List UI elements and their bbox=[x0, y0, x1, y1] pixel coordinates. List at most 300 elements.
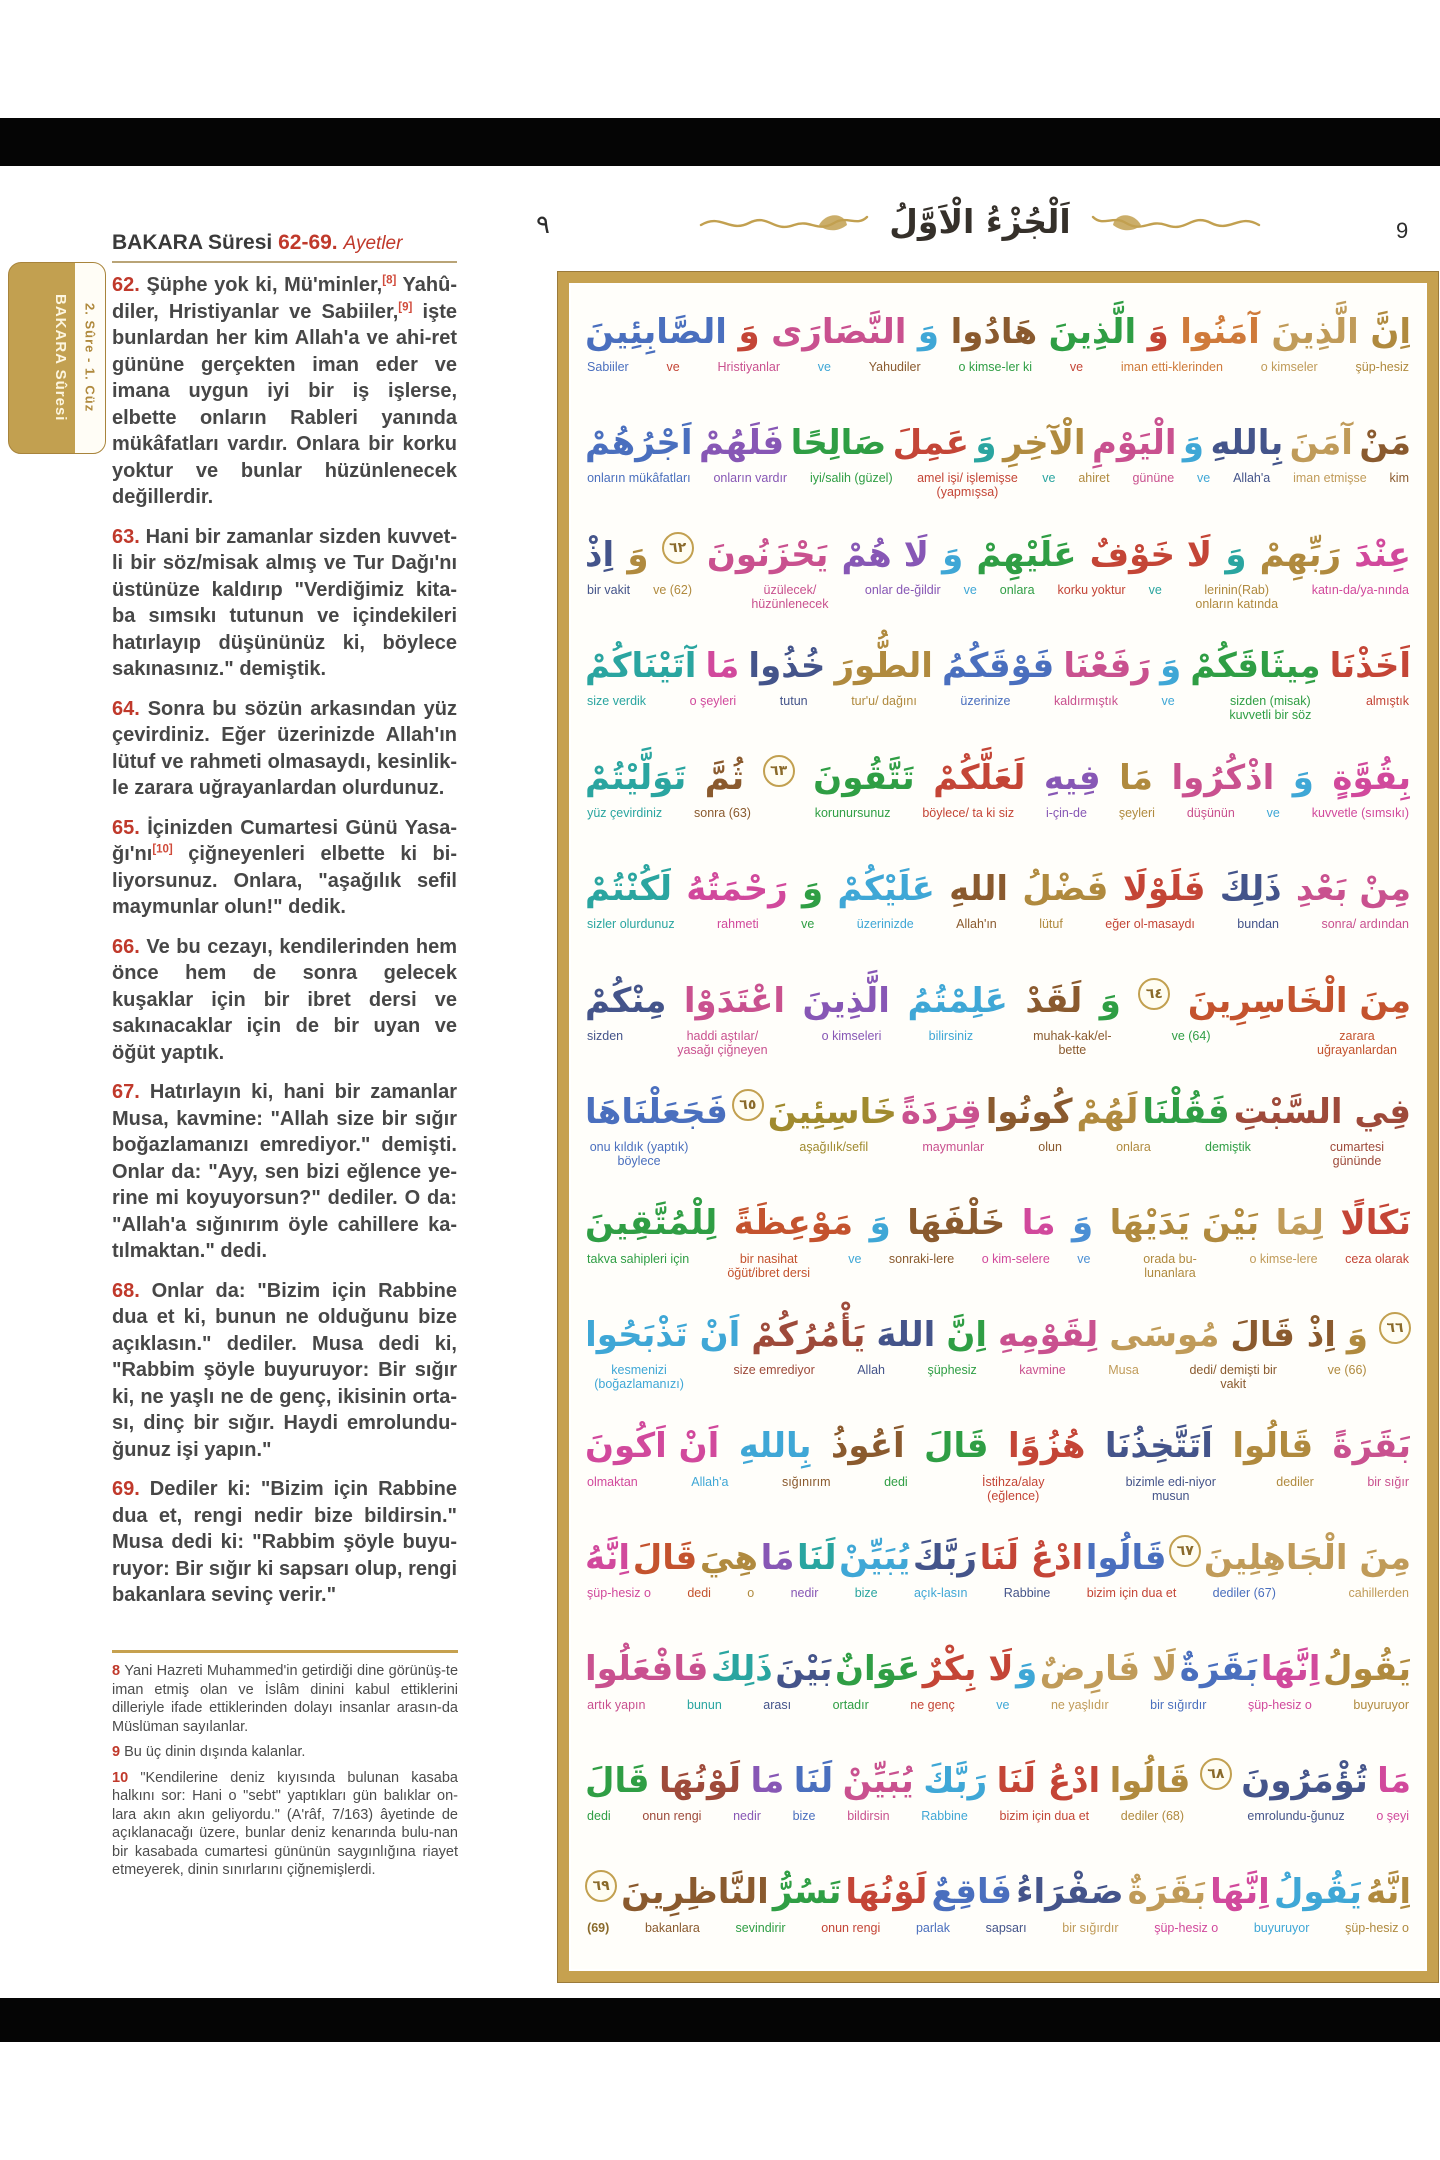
arabic-text-line bbox=[585, 1073, 1411, 1137]
gloss-word: size emrediyor bbox=[733, 1363, 815, 1378]
gloss-word: ve (62) bbox=[653, 582, 692, 597]
arabic-word: وَ bbox=[1147, 311, 1169, 352]
arabic-word: عَلَيْكُمْ bbox=[837, 869, 935, 910]
arabic-word: قِرَدَةً bbox=[900, 1091, 982, 1132]
arabic-word: اِذْ bbox=[585, 534, 615, 575]
arabic-word: فِيهِ bbox=[1043, 757, 1101, 798]
turkish-gloss-line bbox=[585, 1806, 1411, 1853]
gloss-word: sonra/ ardından bbox=[1321, 917, 1409, 932]
verse-end-marker: ٦٩ bbox=[585, 1870, 617, 1902]
arabic-word: نَكَالًا bbox=[1340, 1203, 1411, 1244]
gloss-word: dedi bbox=[587, 1809, 611, 1824]
gloss-word: iyi/salih (güzel) bbox=[809, 471, 893, 486]
verse-number: 64. bbox=[112, 697, 148, 720]
tab-white-area bbox=[75, 263, 105, 453]
gloss-word: ve bbox=[801, 917, 815, 932]
arabic-word: خُذُوا bbox=[748, 646, 826, 687]
gloss-word: üzerinizde bbox=[856, 917, 914, 932]
gloss-word: şüp-hesiz o bbox=[1247, 1697, 1312, 1712]
gloss-word: bir nasihat öğüt/ibret dersi bbox=[727, 1251, 811, 1280]
arabic-word: قَالَ bbox=[585, 1760, 650, 1801]
arabic-word: بَقَرَةً bbox=[1332, 1426, 1411, 1467]
turkish-gloss-line bbox=[585, 580, 1411, 627]
verse-number: 69. bbox=[112, 1478, 150, 1500]
arabic-word: اَخَذْنَا bbox=[1329, 646, 1411, 687]
gloss-word: tur'u/ dağını bbox=[851, 694, 917, 709]
quran-line-row bbox=[585, 1185, 1411, 1296]
arabic-word: لَا خَوْفٌ bbox=[1089, 534, 1213, 575]
arabic-word: وَ bbox=[627, 534, 649, 575]
tab-juz-label: 2. Sûre - 1. Cüz bbox=[82, 303, 98, 413]
verse-paragraph: 62. Şüphe yok ki, Mü'minler,[8] Yahû-diler, Hristiyanlar ve Sabiiler,[9] işte bunlardan her kim Allah'a ve ahi-ret gününe gerçekten iman eder ve imana uygun iyi bir iş işlerse, elbette onların Rableri yanında mükâfatları vardır. Onlara bir korku yoktur ve bunlar hüzünlenecek değillerdir. bbox=[112, 274, 458, 508]
arabic-text-line bbox=[585, 516, 1411, 580]
verse-number: 67. bbox=[112, 1081, 150, 1103]
gloss-word: onun rengi bbox=[642, 1809, 702, 1824]
arabic-word: آمَنَ bbox=[1289, 423, 1353, 464]
arabic-word: ثُمَّ bbox=[704, 757, 745, 798]
gloss-word: ve bbox=[1042, 471, 1056, 486]
gloss-word: bundan bbox=[1237, 917, 1280, 932]
arabic-text-line bbox=[585, 1296, 1411, 1360]
gloss-word: bize bbox=[854, 1586, 878, 1601]
arabic-word: مَا bbox=[1021, 1203, 1056, 1244]
turkish-gloss-line bbox=[585, 1137, 1411, 1184]
gloss-word: o şeyi bbox=[1376, 1809, 1409, 1824]
gloss-word: bir sığır bbox=[1367, 1474, 1409, 1489]
arabic-text-line bbox=[585, 1408, 1411, 1472]
arabic-text-line bbox=[585, 627, 1411, 691]
arabic-word: يَقُولُ bbox=[1273, 1872, 1362, 1913]
footnote-number: 8 bbox=[112, 1663, 125, 1679]
quran-line-row bbox=[585, 1742, 1411, 1853]
arabic-word: النَّاظِرِينَ bbox=[621, 1872, 769, 1913]
verse-number: 68. bbox=[112, 1279, 152, 1302]
gloss-word: sizden bbox=[587, 1028, 624, 1043]
gloss-word: o kimse-ler ki bbox=[958, 360, 1033, 374]
arabic-word: بَيْنَ يَدَيْهَا bbox=[1109, 1203, 1260, 1244]
verse-end-marker: ٦٣ bbox=[763, 755, 795, 787]
arabic-word: آتَيْنَاكُمْ bbox=[585, 646, 697, 687]
arabic-word: مِيثَاقَكُمْ bbox=[1190, 646, 1321, 687]
arabic-word: مَا bbox=[760, 1537, 795, 1578]
verse-paragraph: 67. Hatırlayın ki, hani bir zamanlar Musa, kavmine: "Allah size bir sığır boğazlamanızı emrediyor." demişti. Onlar da: "Ayy, sen bizi eğlence ye-rine mi koyuyorsun?" dediler. O da: "Allah'a sığınırım öyle cahillere ka-tılmaktan." dedi. bbox=[112, 1081, 457, 1262]
arabic-word: وَ bbox=[801, 869, 824, 910]
gloss-word: bilirsiniz bbox=[928, 1028, 974, 1043]
arabic-text-line bbox=[585, 962, 1411, 1026]
arabic-word: لَا بِكْرٌ bbox=[922, 1649, 1014, 1690]
verse-paragraph: 69. Dediler ki: "Bizim için Rabbine dua et, rengi nedir bize bildirsin." Musa dedi ki: "Rabbim şöyle buyu-ruyor: Bir sığır ki sapsarı olup, rengi bakanlara sevinç verir." bbox=[112, 1478, 457, 1606]
gloss-word: üzerinize bbox=[960, 694, 1011, 709]
turkish-gloss-line bbox=[585, 803, 1411, 850]
arabic-word: وَ bbox=[1072, 1203, 1094, 1244]
arabic-word: اذْكُرُوا bbox=[1171, 757, 1275, 798]
gloss-word: o kimseler bbox=[1260, 360, 1318, 374]
arabic-word: مَوْعِظَةً bbox=[733, 1203, 854, 1244]
arabic-word: وَ bbox=[1182, 423, 1205, 464]
gloss-word: aşağılık/sefil bbox=[799, 1140, 869, 1155]
arabic-word: قَالُوا bbox=[1085, 1537, 1167, 1578]
arabic-word: ادْعُ لَنَا bbox=[996, 1760, 1101, 1801]
gloss-word: Rabbine bbox=[1003, 1586, 1051, 1601]
gloss-word: ve bbox=[666, 360, 680, 374]
gloss-word: şüp-hesiz o bbox=[1345, 1920, 1409, 1935]
gloss-word: (69) bbox=[587, 1920, 610, 1935]
turkish-gloss-line bbox=[585, 468, 1411, 515]
gloss-word: açık-lasın bbox=[913, 1586, 968, 1601]
bottom-black-bar bbox=[0, 1998, 1440, 2042]
turkish-gloss-line bbox=[585, 914, 1411, 961]
arabic-word: وَ bbox=[1225, 534, 1247, 575]
arabic-word: مِنْكُمْ bbox=[585, 980, 667, 1021]
quran-line-row bbox=[585, 1073, 1411, 1184]
gloss-word: ceza olarak bbox=[1345, 1251, 1409, 1266]
gloss-word: i-çin-de bbox=[1045, 805, 1087, 820]
arabic-word: يَقُولُ bbox=[1322, 1649, 1411, 1690]
ayah-range: 62-69. bbox=[278, 231, 338, 254]
arabic-word: اِنَّهَا bbox=[1260, 1649, 1321, 1690]
arabic-text-line bbox=[585, 1742, 1411, 1806]
gloss-word: ve bbox=[963, 582, 977, 597]
arabic-word: الَّذِينَ bbox=[802, 980, 890, 1021]
arabic-word: وَ bbox=[1099, 980, 1121, 1021]
top-black-bar bbox=[0, 118, 1440, 166]
verse-end-marker: ٦٧ bbox=[1169, 1535, 1201, 1567]
gloss-word: şeyleri bbox=[1118, 805, 1155, 820]
arabic-word: آمَنُوا bbox=[1180, 311, 1260, 352]
arabic-word: لَنَا bbox=[797, 1537, 837, 1578]
arabic-word: مَا bbox=[1119, 757, 1153, 798]
arabic-word: فَافْعَلُوا bbox=[585, 1649, 709, 1690]
arabic-word: بَيْنَ bbox=[775, 1649, 833, 1690]
verse-paragraph: 68. Onlar da: "Bizim için Rabbine dua et ki, bunun ne olduğunu bize açıklasın." dediler. Musa dedi ki, "Rabbim şöyle buyuruyor: Bir sığır ki, ne yaşlı ne de genç, ikisinin orta-sı, dinç bir sığır. Haydi emrolundu-ğunuz işi yapın." bbox=[112, 1279, 457, 1461]
arabic-word: ذَلِكَ bbox=[710, 1649, 773, 1690]
footnote-marker: [10] bbox=[152, 843, 173, 856]
arabic-word: لِلْمُتَّقِينَ bbox=[585, 1203, 718, 1244]
arabic-text-line bbox=[585, 1854, 1411, 1918]
translation-verse-list bbox=[112, 272, 457, 1622]
gloss-word: onlara bbox=[999, 582, 1035, 597]
gloss-word: arası bbox=[763, 1697, 792, 1712]
gloss-word: artık yapın bbox=[587, 1697, 646, 1712]
arabic-word: لِمَا bbox=[1275, 1203, 1324, 1244]
gloss-word: sevindirir bbox=[735, 1920, 786, 1935]
gloss-word: onlara bbox=[1116, 1140, 1151, 1155]
footnote-item: 8 Yani Hazreti Muhammed'in getirdiği dine görünüş-te iman etmiş olan ve İslâm dinini kabul ettiklerini dilleriyle ifade ettiklerinden dolayı insanlar arasın-da Müslüman sayılanlar. bbox=[112, 1663, 459, 1735]
quran-line-row bbox=[585, 627, 1411, 738]
arabic-word: اَعُوذُ bbox=[830, 1426, 905, 1467]
gloss-word: ve bbox=[1197, 471, 1211, 486]
gloss-word: buyuruyor bbox=[1253, 1920, 1310, 1935]
arabic-text-line bbox=[585, 293, 1411, 357]
quran-line-row bbox=[585, 739, 1411, 850]
arabic-word: وَ bbox=[975, 423, 997, 464]
gloss-word: nedir bbox=[733, 1809, 761, 1824]
gloss-word: tutun bbox=[779, 694, 808, 709]
arabic-word: وَ bbox=[1292, 757, 1314, 798]
arabic-word: وَ bbox=[869, 1203, 891, 1244]
arabic-word: بَقَرَةٌ bbox=[1179, 1649, 1259, 1690]
gloss-word: rahmeti bbox=[717, 917, 759, 932]
footnote-number: 10 bbox=[112, 1769, 141, 1786]
gloss-word: lütuf bbox=[1039, 917, 1063, 932]
gloss-word: ve (64) bbox=[1171, 1028, 1211, 1043]
quran-line-row bbox=[585, 1296, 1411, 1407]
gloss-word: kavmine bbox=[1019, 1363, 1066, 1378]
quran-line-row bbox=[585, 1631, 1411, 1742]
arabic-word: مُوسَى bbox=[1109, 1314, 1220, 1355]
arabic-word: مَا bbox=[705, 646, 740, 687]
arabic-word: خَلْفَهَا bbox=[907, 1203, 1006, 1244]
arabic-word: مَا bbox=[750, 1760, 785, 1801]
gloss-word: dedi bbox=[884, 1474, 908, 1489]
verse-paragraph: 66. Ve bu cezayı, kendilerinden hem önce hem de sonra gelecek kuşaklar için bir ibret dersi ve sakınacaklar için de bir uyan ve öğüt yaptık. bbox=[112, 935, 458, 1064]
gloss-word: kim bbox=[1389, 471, 1409, 486]
verse-end-marker: ٦٢ bbox=[662, 532, 694, 564]
arabic-word: الْيَوْمِ bbox=[1091, 423, 1177, 464]
turkish-gloss-line bbox=[585, 1695, 1411, 1742]
arabic-word: تَوَلَّيْتُمْ bbox=[585, 757, 687, 798]
gloss-word: zarara uğrayanlardan bbox=[1317, 1028, 1397, 1057]
footnote-item: 10 "Kendilerine deniz kıyısında bulunan kasaba halkını sor: Hani o "sebt" yaptıkları gün balıklar on-lara akın akın geliyordu." (A'râf, 7/163) âyetinde de açıklanacağı üzere, bunlar deniz kenarında bulu-nan bir kasabada cumartesi gününün saygınlığına riayet etmeyerek, dinin sınırlarını çiğnemişlerdi. bbox=[112, 1769, 458, 1878]
arabic-word: مَا bbox=[1377, 1760, 1411, 1801]
gloss-word: maymunlar bbox=[922, 1140, 985, 1155]
gloss-word: ne yaşlıdır bbox=[1050, 1697, 1109, 1712]
arabic-word: كُونُوا bbox=[985, 1091, 1073, 1132]
arabic-word: اِذْ قَالَ bbox=[1230, 1314, 1336, 1355]
gloss-word: amel işi/ işlemişse (yapmışsa) bbox=[917, 471, 1018, 500]
tab-surah-label: BAKARA Sûresi bbox=[52, 294, 69, 422]
arabic-word: مِنْ بَعْدِ bbox=[1295, 869, 1411, 910]
juz-title-calligraphy: اَلْجُزْءُ الْاَوَّلُ bbox=[889, 201, 1071, 241]
arabic-word: هُزُوًا bbox=[1007, 1426, 1086, 1467]
arabic-word: عَلَيْهِمْ bbox=[976, 534, 1077, 575]
verse-paragraph: 65. İçinizden Cumartesi Günü Yasa-ğı'nı[10] çiğneyenleri elbette ki bi-liyorsunuz. Onlara, "aşağılık sefil maymunlar olun!" dedik. bbox=[112, 816, 457, 918]
gloss-word: Musa bbox=[1108, 1363, 1139, 1378]
arabic-word: وَ bbox=[1016, 1649, 1038, 1690]
gloss-word: dedi bbox=[687, 1586, 711, 1601]
gloss-word: Allah'a bbox=[1233, 471, 1271, 486]
page-number-arabic: ٩ bbox=[536, 210, 550, 240]
gloss-word: muhak-kak/el-bette bbox=[1033, 1028, 1112, 1057]
arabic-word: لَهُمْ bbox=[1076, 1091, 1139, 1132]
gloss-word: sonra (63) bbox=[694, 805, 751, 820]
gloss-word: düşünün bbox=[1186, 805, 1235, 820]
arabic-word: لَا فَارِضٌ bbox=[1039, 1649, 1178, 1690]
quran-line-row bbox=[585, 1854, 1411, 1965]
gloss-word: ve bbox=[1077, 1251, 1091, 1266]
gloss-word: o kimse-lere bbox=[1249, 1251, 1318, 1266]
footnote-marker: [8] bbox=[382, 274, 397, 287]
gloss-word: Allah'a bbox=[691, 1474, 729, 1489]
arabic-word: اِنَّهَا bbox=[1210, 1872, 1270, 1913]
arabic-word: عِنْدَ bbox=[1354, 534, 1411, 575]
gloss-word: dediler bbox=[1276, 1474, 1314, 1489]
gloss-word: bizim için dua et bbox=[999, 1809, 1090, 1824]
arabic-word: لَقَدْ bbox=[1025, 980, 1083, 1021]
arabic-word: الَّذِينَ bbox=[1271, 311, 1359, 352]
arabic-word: ادْعُ لَنَا bbox=[979, 1537, 1084, 1578]
arabic-word: اَتَتَّخِذُنَا bbox=[1104, 1426, 1213, 1467]
arabic-word: يُبَيِّنْ bbox=[839, 1537, 911, 1578]
arabic-text-line bbox=[585, 1631, 1411, 1695]
gloss-word: olun bbox=[1038, 1140, 1062, 1155]
gloss-word: sığınırım bbox=[781, 1474, 831, 1489]
arabic-word: يُبَيِّنْ bbox=[842, 1760, 914, 1801]
arabic-word: عَلِمْتُمُ bbox=[907, 980, 1008, 1021]
arabic-word: وَ bbox=[1346, 1314, 1369, 1355]
arabic-text-line bbox=[585, 739, 1411, 803]
arabic-word: النَّصَارَى bbox=[771, 311, 907, 352]
arabic-word: تُؤْمَرُونَ bbox=[1241, 1760, 1368, 1801]
gloss-word: bildirsin bbox=[847, 1809, 890, 1824]
gloss-word: onun rengi bbox=[821, 1920, 881, 1935]
arabic-word: الصَّابِئِينَ bbox=[585, 311, 727, 352]
gloss-word: bir sığırdır bbox=[1150, 1697, 1207, 1712]
arabic-word: لَنَا bbox=[793, 1760, 834, 1801]
arabic-word: بِاللهِ bbox=[738, 1426, 812, 1467]
juz-header bbox=[600, 186, 1360, 256]
arabic-word: اللهَ bbox=[876, 1314, 936, 1355]
arabic-word: اللهِ bbox=[949, 869, 1008, 910]
verse-number: 62. bbox=[112, 274, 147, 296]
gloss-word: buyuruyor bbox=[1353, 1697, 1409, 1712]
gloss-word: dedi/ demişti bir vakit bbox=[1189, 1363, 1277, 1392]
turkish-gloss-line bbox=[585, 1360, 1411, 1407]
arabic-word: فَاقِعٌ bbox=[931, 1872, 1013, 1913]
gloss-word: İstihza/alay (eğlence) bbox=[981, 1474, 1045, 1503]
left-flourish-ornament bbox=[699, 203, 869, 239]
arabic-word: رَفَعْنَا bbox=[1063, 646, 1151, 687]
turkish-gloss-line bbox=[585, 1026, 1411, 1073]
arabic-word: وَ bbox=[917, 311, 940, 352]
gloss-word: ortadır bbox=[832, 1697, 869, 1712]
gloss-word: demiştik bbox=[1205, 1140, 1251, 1155]
arabic-word: بِقُوَّةٍ bbox=[1332, 757, 1411, 798]
arabic-text-line bbox=[585, 1519, 1411, 1583]
gloss-word: haddi aştılar/ yasağı çiğneyen bbox=[677, 1028, 768, 1057]
gloss-word: onların mükâfatları bbox=[587, 471, 691, 486]
arabic-word: يَأْمُرُكُمْ bbox=[751, 1314, 866, 1355]
arabic-word: الْآخِرِ bbox=[1002, 423, 1086, 464]
arabic-word: اِنَّ bbox=[946, 1314, 988, 1355]
gloss-word: (Rab)lerinin onların katında bbox=[1195, 582, 1279, 611]
gloss-word: ve bbox=[996, 1697, 1010, 1712]
gloss-word: nedir bbox=[790, 1586, 819, 1601]
verse-paragraph: 63. Hani bir zamanlar sizden kuvvet-li bir söz/misak almış ve Tur Dağı'nı üstünüze kaldırıp "Verdiğimiz kita-ba sımsıkı tutunun ve içindekileri hatırlayıp düşününüz ki, böylece sakınasınız." demiştik. bbox=[112, 525, 457, 680]
footnote-item: 9 Bu üç dinin dışında kalanlar. bbox=[112, 1744, 306, 1760]
arabic-word: فَوْقَكُمُ bbox=[941, 646, 1055, 687]
gloss-word: ve (66) bbox=[1327, 1363, 1367, 1378]
gloss-word: kesmenizi (boğazlamanızı) bbox=[594, 1363, 684, 1392]
gloss-word: almıştık bbox=[1365, 694, 1409, 709]
gloss-word: ahiret bbox=[1078, 471, 1110, 486]
gloss-word: takva sahipleri için bbox=[587, 1251, 690, 1266]
gloss-word: korku yoktur bbox=[1057, 582, 1126, 597]
quran-line-row bbox=[585, 293, 1411, 404]
arabic-word: فَضْلُ bbox=[1022, 869, 1109, 910]
arabic-word: تَسُرُّ bbox=[772, 1872, 842, 1913]
arabic-word: مَنْ bbox=[1359, 423, 1411, 464]
arabic-word: قَالُوا bbox=[1232, 1426, 1314, 1467]
verse-end-marker: ٦٦ bbox=[1379, 1312, 1411, 1344]
gloss-word: emrolundu-ğunuz bbox=[1247, 1809, 1345, 1824]
gloss-word: ve bbox=[1161, 694, 1175, 709]
gloss-word: dediler (68) bbox=[1120, 1809, 1185, 1824]
gloss-word: bizimle edi-niyor musun bbox=[1125, 1474, 1216, 1503]
verse-end-marker: ٦٨ bbox=[1200, 1758, 1232, 1790]
gloss-word: yüz çevirdiniz bbox=[587, 805, 663, 820]
arabic-word: مِنَ الْجَاهِلِينَ bbox=[1203, 1537, 1411, 1578]
gloss-word: gününe bbox=[1132, 471, 1175, 486]
arabic-word: تَتَّقُونَ bbox=[813, 757, 915, 798]
gloss-word: onlar de-ğildir bbox=[864, 582, 941, 597]
gloss-word: şüp-hesiz o bbox=[1154, 1920, 1219, 1935]
gloss-word: onların vardır bbox=[713, 471, 788, 486]
gloss-word: Rabbine bbox=[921, 1809, 968, 1824]
arabic-word: وَ bbox=[942, 534, 964, 575]
surah-bookmark-tab bbox=[8, 262, 106, 454]
quran-text-frame bbox=[558, 272, 1438, 1982]
arabic-word: قَالُوا bbox=[1109, 1760, 1191, 1801]
verse-number: 63. bbox=[112, 525, 146, 548]
gloss-word: böylece/ ta ki siz bbox=[922, 805, 1015, 820]
arabic-word: فَلَوْلَا bbox=[1122, 869, 1206, 910]
arabic-text-line bbox=[585, 850, 1411, 914]
surah-name: BAKARA Süresi bbox=[112, 231, 273, 254]
right-flourish-ornament bbox=[1091, 203, 1261, 239]
arabic-word: اِنَّ bbox=[1370, 311, 1411, 352]
arabic-word: اَنْ اَكُونَ bbox=[585, 1426, 720, 1467]
gloss-word: dediler (67) bbox=[1212, 1586, 1276, 1601]
arabic-word: اعْتَدَوْا bbox=[683, 980, 786, 1021]
arabic-word: بَقَرَةٌ bbox=[1127, 1872, 1207, 1913]
gloss-word: parlak bbox=[915, 1920, 950, 1935]
arabic-word: وَ bbox=[738, 311, 760, 352]
gloss-word: bizim için dua et bbox=[1086, 1586, 1177, 1601]
gloss-word: o bbox=[747, 1586, 755, 1601]
arabic-word: عَمِلَ bbox=[892, 423, 970, 464]
footnote-list bbox=[112, 1650, 458, 1887]
quran-line-row bbox=[585, 1519, 1411, 1630]
arabic-word: لَعَلَّكُمْ bbox=[933, 757, 1026, 798]
arabic-word: لِقَوْمِهِ bbox=[998, 1314, 1099, 1355]
turkish-gloss-line bbox=[585, 1583, 1411, 1630]
arabic-word: قَالَ bbox=[924, 1426, 989, 1467]
arabic-word: فَجَعَلْنَاهَا bbox=[585, 1091, 728, 1132]
arabic-word: قَالَ bbox=[632, 1537, 698, 1578]
gloss-word: size verdik bbox=[587, 694, 647, 709]
gloss-word: Allah'ın bbox=[956, 917, 997, 932]
arabic-word: رَبَّكَ bbox=[912, 1537, 977, 1578]
arabic-word: اَنْ تَذْبَحُوا bbox=[585, 1314, 741, 1355]
footnote-marker: [9] bbox=[398, 300, 413, 313]
gloss-word: bunun bbox=[687, 1697, 722, 1712]
gloss-word: eğer ol-masaydı bbox=[1105, 917, 1195, 932]
gloss-word: sizler olurdunuz bbox=[587, 917, 675, 932]
gloss-word: şüp-hesiz bbox=[1355, 360, 1409, 374]
gloss-word: kaldırmıştık bbox=[1054, 694, 1118, 709]
gloss-word: Allah bbox=[857, 1363, 885, 1378]
arabic-word: الَّذِينَ bbox=[1048, 311, 1137, 352]
gloss-word: şüp-hesiz o bbox=[587, 1586, 651, 1601]
verse-number: 66. bbox=[112, 935, 147, 958]
arabic-word: بِاللهِ bbox=[1210, 423, 1284, 464]
gloss-word: (misak) sizden kuvvetli bir söz bbox=[1229, 694, 1312, 723]
turkish-gloss-line bbox=[585, 691, 1411, 738]
gloss-word: Sabiiler bbox=[587, 360, 629, 374]
verse-end-marker: ٦٤ bbox=[1138, 978, 1170, 1010]
gloss-word: Yahudiler bbox=[868, 360, 921, 374]
